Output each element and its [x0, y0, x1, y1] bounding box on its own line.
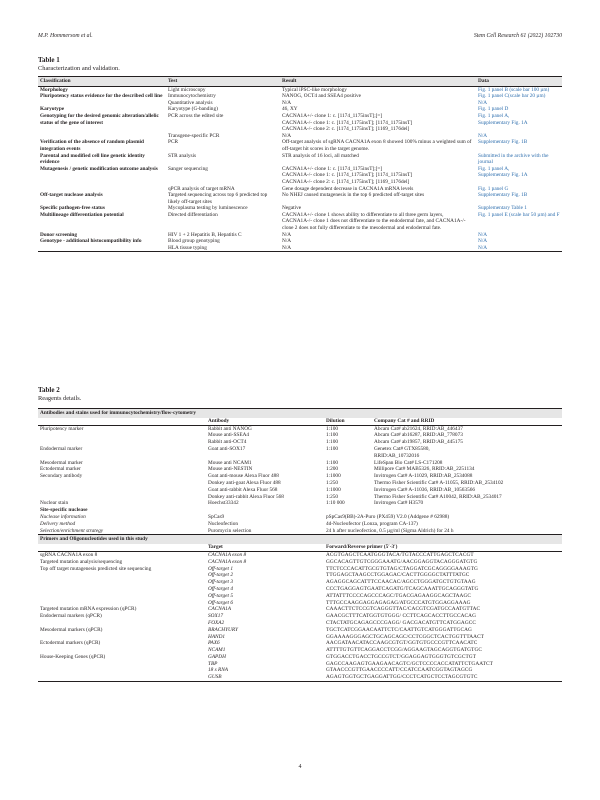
- primer-use-cell: Targeted mutation analysis/sequencing: [40, 558, 123, 565]
- result-cell: Negative: [282, 205, 302, 212]
- primer-use-cell: House-Keeping Genes (qPCR): [40, 653, 106, 660]
- antibody-use-cell: [38, 487, 206, 494]
- antibody-company-cell: Abcam Cat# ab16287, RRID:AB_778073: [374, 432, 463, 439]
- table1-row: [38, 139, 562, 152]
- antibody-name-cell: Goat anti-rabbit Alexa Fluor 568: [208, 486, 278, 493]
- classification-cell: Parental and modified cell line genetic identity evidence: [40, 152, 145, 166]
- primer-row: [38, 606, 562, 613]
- classification-cell: [38, 186, 166, 193]
- primer-row: [38, 661, 562, 668]
- antibodies-section-title: Antibodies and stains used for immunocytochemistry/flow-cytometry: [38, 409, 562, 418]
- antibody-name-cell: Mouse anti-SSEA4: [208, 432, 250, 439]
- table1-row: [38, 93, 562, 100]
- primer-sequence-cell: ATTTTGTGTTCAGGACCTCGG/AGGAAGTAGCAGGTGATGTGC: [326, 647, 483, 654]
- result-cell: No NHEJ caused mutagenesis in the top 6 predicted off-target sites: [282, 192, 425, 199]
- antibody-use-cell: [38, 453, 206, 460]
- classification-cell: Karyotype: [40, 106, 65, 113]
- table1-row: [38, 153, 562, 166]
- result-cell: N/A: [282, 238, 292, 245]
- antibody-name-cell: Donkey anti-rabbit Alexa Fluor 568: [208, 493, 284, 500]
- result-cell: 46, XY: [282, 106, 298, 113]
- classification-cell: Pluripotency status evidence for the described cell line: [40, 93, 163, 100]
- data-cell: Fig. 1 panel A, Supplementary Fig. 1A: [478, 112, 528, 126]
- antibody-name-cell: Rabbit anti NANOG: [208, 425, 252, 432]
- primer-row: [38, 667, 562, 674]
- antibody-dilution-cell: 1:100: [326, 445, 339, 452]
- table1-row: [38, 100, 562, 107]
- classification-cell: [38, 245, 166, 252]
- primer-use-cell: [38, 572, 206, 579]
- classification-cell: Verification of the absence of random plasmid integration events: [40, 139, 144, 152]
- primer-target-cell: GUSB: [206, 674, 324, 681]
- table2-caption: Reagents details.: [38, 395, 82, 402]
- result-cell: CACNA1A+/- clone 1: c. [1174_1175insT];[=] CACNA1A-/- clone 1: c. [1174_1175insT]; [1174_1175insT] CACNA1A-/- clone 2: c. [1174_1175insT]; [1169_1176del]: [282, 112, 413, 133]
- antibody-company-cell: Abcam Cat# ab19857, RRID:AB_445175: [374, 439, 463, 446]
- antibody-company-cell: Invitrogen Cat# A-11029, RRID:AB_2534088: [374, 473, 473, 480]
- test-cell: Immunocytochemistry: [168, 93, 216, 100]
- primer-row: [38, 654, 562, 661]
- primer-target-cell: Off-target 1: [208, 565, 233, 572]
- primer-target-cell: PAX6: [208, 640, 220, 647]
- primer-use-cell: [38, 620, 206, 627]
- antibody-name-cell: Goat anti-mouse Alexa Fluor 488: [208, 473, 279, 480]
- primer-use-cell: [38, 634, 206, 641]
- data-cell: N/A: [478, 238, 488, 245]
- antibody-use-cell: Secondary antibody: [40, 473, 83, 480]
- primer-sequence-cell: CCCTGAGGAGTGAATCAGATG/TCAGCAAATTGCAGGGTATG: [326, 585, 479, 592]
- primers-section-row: [38, 535, 562, 544]
- primer-row: [38, 586, 562, 593]
- primer-use-cell: Ectodermal markers (qPCR): [40, 640, 101, 647]
- classification-cell: Mutagenesis / genetic modification outcome analysis: [40, 165, 158, 172]
- primer-target-cell: Off-target 6: [208, 599, 233, 606]
- antibody-company-cell: Invitrogen Cat# A-11036, RRID:AB_10563566: [374, 486, 476, 493]
- result-cell: Gene dosage dependent decrease in CACNA1A mRNA levels: [282, 185, 414, 192]
- table1-row: [38, 245, 562, 252]
- primers-col-header: [38, 544, 206, 551]
- primer-sequence-cell: GGCACAGTTGTCGGGAAATG/AACGGAGGTACAGGGATGTG: [326, 558, 478, 565]
- table1-caption: Characterization and validation.: [38, 65, 120, 72]
- test-cell: qPCR analysis of target mRNA: [168, 185, 235, 192]
- test-cell: Karyotype (G-banding): [168, 106, 218, 113]
- primer-sequence-cell: GTAACCCGTTGAACCCCATT/CCATCCAATCGGTAGTAGCG: [326, 667, 473, 674]
- data-cell: Fig. 1 panel D: [478, 106, 509, 113]
- antibody-company-cell: Millipore Cat# MAB5326, RRID:AB_2251134: [374, 466, 475, 473]
- primers-section-title: Primers and Oligonucleotides used in this study: [38, 535, 562, 544]
- primer-row: [38, 613, 562, 620]
- antibody-use-cell: Pluripotency marker: [40, 425, 84, 432]
- antibody-use-cell: Mesodermal marker: [40, 459, 83, 466]
- antibody-name-cell: Mouse anti NCAM1: [208, 459, 252, 466]
- antibody-name-cell: [206, 453, 324, 460]
- antibody-use-cell: Nuclear stain: [40, 500, 69, 507]
- primer-target-cell: Off-target 4: [208, 585, 233, 592]
- primer-target-cell: CACNA1A exon 8: [208, 551, 247, 558]
- antibody-dilution-cell: 1:1000: [326, 473, 341, 480]
- primer-sequence-cell: GAACGCTTTCATGGTGTGGG/ CCTTCAGCACCTTGCCACAG: [326, 613, 477, 620]
- primer-sequence-cell: TGCTCATCGGAACAATTCTC/CAATTGTCATGGGATTGCAG: [326, 626, 472, 633]
- antibody-dilution-cell: 1:10 000: [326, 500, 345, 507]
- primer-row: [38, 620, 562, 627]
- antibody-row: [38, 446, 562, 453]
- antibody-dilution-cell: 1:200: [326, 466, 339, 473]
- classification-cell: Genotyping for the desired genomic alteration/allelic status of the gene of interest: [40, 112, 159, 126]
- primer-sequence-cell: GAGCCAAGAGTGAAGAACAGTC/GCTCCCCACCATATTCTGAATCT: [326, 660, 493, 667]
- primer-sequence-cell: ATTATTTCCCCAGCCCAGC/TGACGAGAAGGCAGCTAAGC: [326, 592, 471, 599]
- classification-cell: Donor screening: [40, 231, 78, 238]
- antibody-row: [38, 453, 562, 460]
- table1-col-test: Test: [166, 77, 280, 87]
- data-cell: Fig. 1 panel B (scale bar 100 µm): [478, 86, 550, 93]
- result-cell: Off-target analysis of sgRNA CACNA1A exon 8 showed 100% minus a weighted sum of off-target hit scores in the target genome.: [282, 139, 472, 152]
- nuclease-section-title: Site-specific nuclease: [40, 507, 88, 514]
- classification-cell: [38, 133, 166, 140]
- primer-target-cell: TBP: [208, 660, 218, 667]
- nuclease-section-row: [38, 507, 562, 514]
- antibody-name-cell: Goat anti-SOX17: [208, 445, 246, 452]
- antibodies-col-header: Company Cat # and RRID: [372, 418, 562, 425]
- antibody-use-cell: [38, 480, 206, 487]
- antibody-dilution-cell: 1:250: [326, 479, 339, 486]
- primer-row: [38, 579, 562, 586]
- primer-target-cell: Off-target 5: [208, 592, 233, 599]
- antibody-use-cell: [38, 432, 206, 439]
- table1-col-classification: Classification: [38, 77, 166, 87]
- table1-row: [38, 166, 562, 186]
- test-cell: HLA tissue typing: [166, 245, 280, 252]
- antibody-row: [38, 473, 562, 480]
- antibodies-section-title-row: [38, 409, 562, 418]
- primer-use-cell: [38, 586, 206, 593]
- primers-col-header: Forward/Reverse primer (5′-3′): [324, 544, 562, 551]
- antibody-dilution-cell: 1:100: [326, 432, 339, 439]
- antibody-row: [38, 432, 562, 439]
- antibody-row: [38, 494, 562, 501]
- test-cell: Sanger sequencing: [168, 165, 208, 172]
- data-cell: Fig. 1 panel E (scale bar 50 µm) and F: [478, 211, 560, 218]
- antibody-dilution-cell: 1:100: [326, 425, 339, 432]
- primer-sequence-cell: AACGATAACATACCAAGCGTGT/GGTGTGCCCGTTCAACATC: [326, 640, 478, 647]
- test-cell: Light microscopy: [168, 86, 206, 93]
- classification-cell: Multilineage differentiation potential: [40, 211, 124, 218]
- primer-row: [38, 674, 562, 681]
- antibody-company-cell: Genetex Cat# GTX85580,: [374, 445, 430, 452]
- antibodies-col-header: Antibody: [206, 418, 324, 425]
- nuclease-detail-cell: pSpCas9(BB)-2A-Puro (PX459) V2.0 (Addgene # 62988): [326, 513, 450, 520]
- result-cell: N/A: [282, 132, 292, 139]
- antibody-company-cell: LifeSpan Bio Cat# LS-C171208: [374, 459, 443, 466]
- antibody-use-cell: [38, 439, 206, 446]
- antibody-dilution-cell: 1:250: [326, 493, 339, 500]
- primers-column-header-row: [38, 544, 562, 551]
- data-cell: Fig. 1 panel G: [478, 185, 509, 192]
- primer-target-cell: GAPDH: [208, 653, 226, 660]
- data-cell: N/A: [478, 231, 488, 238]
- antibody-company-cell: RRID:AB_10732016: [374, 452, 420, 459]
- primer-target-cell: FOXA2: [208, 619, 225, 626]
- antibodies-col-header: [38, 418, 206, 425]
- table1-row: [38, 192, 562, 205]
- antibody-company-cell: Thermo Fisher Scientific Cat# A10042, RRID:AB_2534017: [374, 493, 502, 500]
- primer-sequence-cell: ACGTGAGCTCAATGGGTACA/TGTACCCATTGAGCTCACGT: [326, 551, 474, 558]
- nuclease-row: [38, 521, 562, 528]
- classification-cell: Morphology: [40, 86, 68, 93]
- nuclease-row: [38, 528, 562, 535]
- table1-row: [38, 113, 562, 133]
- primer-row: [38, 559, 562, 566]
- primer-use-cell: Top off target mutagenesis predicted site sequencing: [40, 565, 152, 572]
- classification-cell: Genotype - additional histocompatibility info: [40, 238, 142, 245]
- data-cell: N/A: [476, 245, 562, 252]
- data-cell: Supplementary Fig. 1B: [478, 139, 528, 146]
- antibodies-col-header: Dilution: [324, 418, 372, 425]
- antibody-row: [38, 466, 562, 473]
- test-cell: STR analysis: [168, 152, 197, 159]
- primer-target-cell: HAND1: [208, 633, 226, 640]
- primer-row: [38, 627, 562, 634]
- antibody-name-cell: Donkey anti-goat Alexa Fluor 488: [208, 479, 281, 486]
- table1-characterization: [38, 76, 562, 252]
- antibody-row: [38, 500, 562, 507]
- test-cell: Blood group genotyping: [168, 238, 220, 245]
- antibody-row: [38, 460, 562, 467]
- antibody-row: [38, 439, 562, 446]
- primer-target-cell: Off-target 3: [208, 579, 233, 586]
- test-cell: Quantitative analysis: [168, 99, 213, 106]
- primer-row: [38, 566, 562, 573]
- classification-cell: Off-target nuclease analysis: [40, 192, 103, 199]
- result-cell: CACNA1A+/- clone 1: c. [1174_1175insT];[=] CACNA1A-/- clone 1: c. [1174_1175insT]; [1174_1175insT] CACNA1A-/- clone 2: c. [1174_1175insT]; [1169_1176del]: [282, 165, 413, 185]
- test-cell: PCR across the edited site: [168, 112, 224, 119]
- table1-col-result: Result: [280, 77, 476, 87]
- primer-use-cell: [38, 593, 206, 600]
- primer-row: [38, 572, 562, 579]
- primer-use-cell: [38, 600, 206, 607]
- classification-cell: Specific pathogen-free status: [40, 205, 105, 212]
- antibody-company-cell: Thermo Fisher Scientific Cat# A-11055, RRID:AB_2534102: [374, 479, 504, 486]
- primer-target-cell: SOX17: [208, 613, 224, 620]
- antibody-company-cell: Abcam Cat# ab21624, RRID:AB_446437: [374, 425, 463, 432]
- primer-target-cell: NCAM1: [208, 647, 226, 654]
- primer-row: [38, 593, 562, 600]
- table1-row: [38, 238, 562, 245]
- table1-row: [38, 212, 562, 232]
- primer-sequence-cell: GGAAAAGGGAGCTGCAGCAGC/CCTCGGCTCACTGGTTTAACT: [326, 633, 485, 640]
- table2-label: Table 2: [38, 386, 60, 394]
- antibody-use-cell: Ectodermal marker: [40, 466, 81, 473]
- primer-target-cell: BRACHYURY: [208, 626, 238, 633]
- primer-sequence-cell: TTTGCCAAGGAGGAGAGAG/ATGCCCATGTGGAGGAAAG: [326, 599, 471, 606]
- data-cell: Fig. 1 panel A, Supplementary Fig. 1A: [478, 165, 528, 179]
- primer-row: [38, 634, 562, 641]
- data-cell: N/A: [478, 99, 488, 106]
- antibody-name-cell: Hoechst33342: [208, 500, 239, 507]
- primer-row: [38, 640, 562, 647]
- test-cell: Directed differentiation: [168, 211, 218, 218]
- primer-use-cell: Endodermal markers (qPCR): [40, 613, 102, 620]
- nuclease-label-cell: Selection/enrichment strategy: [40, 527, 104, 534]
- running-header-journal: Stem Cell Research 61 (2022) 102730: [473, 33, 562, 39]
- result-cell: N/A: [280, 245, 476, 252]
- primer-sequence-cell: TTCTCCCACATTGCGTGTAG/CTAGGATCGCAGGGGAAAGTG: [326, 565, 478, 572]
- data-cell: Fig. 1 panel C(scale bar 20 µm): [478, 93, 546, 100]
- table1-row: [38, 205, 562, 212]
- primer-sequence-cell: CAAACTTCTCCGTCAGGGTTAC/CACGTCGATGCCAATGTTAC: [326, 606, 481, 613]
- antibody-row: [38, 480, 562, 487]
- running-header-authors: M.P. Hommersom et al.: [38, 33, 93, 39]
- result-cell: CACNA1A+/- clone 1 shows ability to differentiate to all three germ layers, CACNA1A-/- clone 1 does not differentiate to the endodermal fate, and CACNA1A-/- clone 2 does not fully differentiate to the mesodermal and endodermal fate.: [282, 211, 466, 232]
- antibody-dilution-cell: 1:1000: [326, 486, 341, 493]
- primer-use-cell: sgRNA CACNA1A exon 8: [40, 551, 98, 558]
- table1-header-row: [38, 77, 562, 87]
- data-cell: Supplementary Fig. 1B: [478, 192, 528, 199]
- nuclease-value-cell: Puromycin selection: [208, 527, 252, 534]
- primer-target-cell: CACNA1A exon 8: [208, 558, 247, 565]
- primer-use-cell: Targeted mutation mRNA expression (qPCR): [40, 606, 137, 613]
- primer-sequence-cell: CTACTATGCAGAGCCCGAGG/ GACGACATGTTCATGGAGCC: [326, 619, 477, 626]
- classification-cell: [38, 100, 166, 107]
- primer-sequence-cell: AGAGGCAGCATTTCCAACAC/AGCCTGGGATGCTGTGTAAG: [326, 579, 476, 586]
- antibody-name-cell: Mouse anti-NESTIN: [208, 466, 253, 473]
- primer-target-cell: Off-target 2: [208, 572, 233, 579]
- nuclease-label-cell: Nuclease information: [40, 513, 86, 520]
- test-cell: Mycoplasma testing by luminescence: [168, 205, 248, 212]
- primer-row: [38, 600, 562, 607]
- table1-label: Table 1: [38, 56, 60, 64]
- primer-row: [38, 647, 562, 654]
- primer-target-cell: 18 s RNA: [208, 667, 229, 674]
- primer-sequence-cell: TTGGAGCTAAGCCTGGAGAC/CACTTGGGGCTATTTATGC: [326, 572, 470, 579]
- result-cell: N/A: [282, 99, 292, 106]
- primer-target-cell: CACNA1A: [208, 606, 231, 613]
- primer-row: [38, 551, 562, 558]
- result-cell: Typical iPSC-like morphology: [282, 86, 347, 93]
- antibody-use-cell: [38, 494, 206, 501]
- antibody-row: [38, 425, 562, 432]
- result-cell: N/A: [282, 231, 292, 238]
- nuclease-detail-cell: 24 h after nucleofection, 0.5 µg/ml (Sigma Aldrich) for 24 h: [326, 527, 454, 534]
- test-cell: PCR: [168, 139, 179, 146]
- nuclease-label-cell: Delivery method: [40, 520, 76, 527]
- antibody-row: [38, 487, 562, 494]
- antibody-company-cell: Invitrogen Cat# H3570: [374, 500, 424, 507]
- data-cell: Submitted in the archive with the journal: [478, 152, 549, 166]
- result-cell: NANOG, OCT4 and SSEA4 positive: [282, 93, 362, 100]
- test-cell: HIV 1 + 2 Hepatitis B, Hepatitis C: [168, 231, 242, 238]
- primer-sequence-cell: AGAGTGGTGCTGAGGATTGG/CCCTCATGCTCCTAGCGTGTC: [324, 674, 562, 681]
- result-cell: STR analysis of 16 loci, all matched: [282, 152, 359, 159]
- primer-use-cell: [38, 661, 206, 668]
- nuclease-value-cell: Nucleofection: [208, 520, 239, 527]
- antibody-dilution-cell: 1:100: [326, 439, 339, 446]
- primer-use-cell: [38, 647, 206, 654]
- nuclease-row: [38, 514, 562, 521]
- table2-reagents: [38, 408, 562, 682]
- nuclease-detail-cell: 4d-Nucleofector (Lonza, program CA-137): [326, 520, 418, 527]
- antibodies-column-header-row: [38, 418, 562, 425]
- table1-row: [38, 106, 562, 113]
- table1-col-data: Data: [476, 77, 562, 87]
- nuclease-value-cell: SpCas9: [208, 513, 225, 520]
- test-cell: Transgene-specific PCR: [168, 132, 220, 139]
- data-cell: N/A: [478, 132, 488, 139]
- antibody-dilution-cell: 1:100: [326, 459, 339, 466]
- table1-row: [38, 232, 562, 239]
- antibody-dilution-cell: [324, 453, 372, 460]
- antibody-name-cell: Rabbit anti-OCT4: [208, 439, 247, 446]
- primer-sequence-cell: GTGGACCTGACCTGCCGTCT/GGAGGAGTGGGTGTCGCTGT: [326, 653, 477, 660]
- primers-col-header: Target: [206, 544, 324, 551]
- primer-use-cell: [38, 667, 206, 674]
- antibody-use-cell: Endodermal marker: [40, 445, 83, 452]
- primer-use-cell: [38, 674, 206, 681]
- page-number: 4: [298, 764, 302, 770]
- test-cell: Targeted sequencing across top 6 predicted top likely off-target sites: [168, 192, 268, 205]
- primer-use-cell: Mesodermal markers (qPCR): [40, 626, 103, 633]
- data-cell: Supplementary Table 1: [478, 205, 527, 212]
- primer-use-cell: [38, 579, 206, 586]
